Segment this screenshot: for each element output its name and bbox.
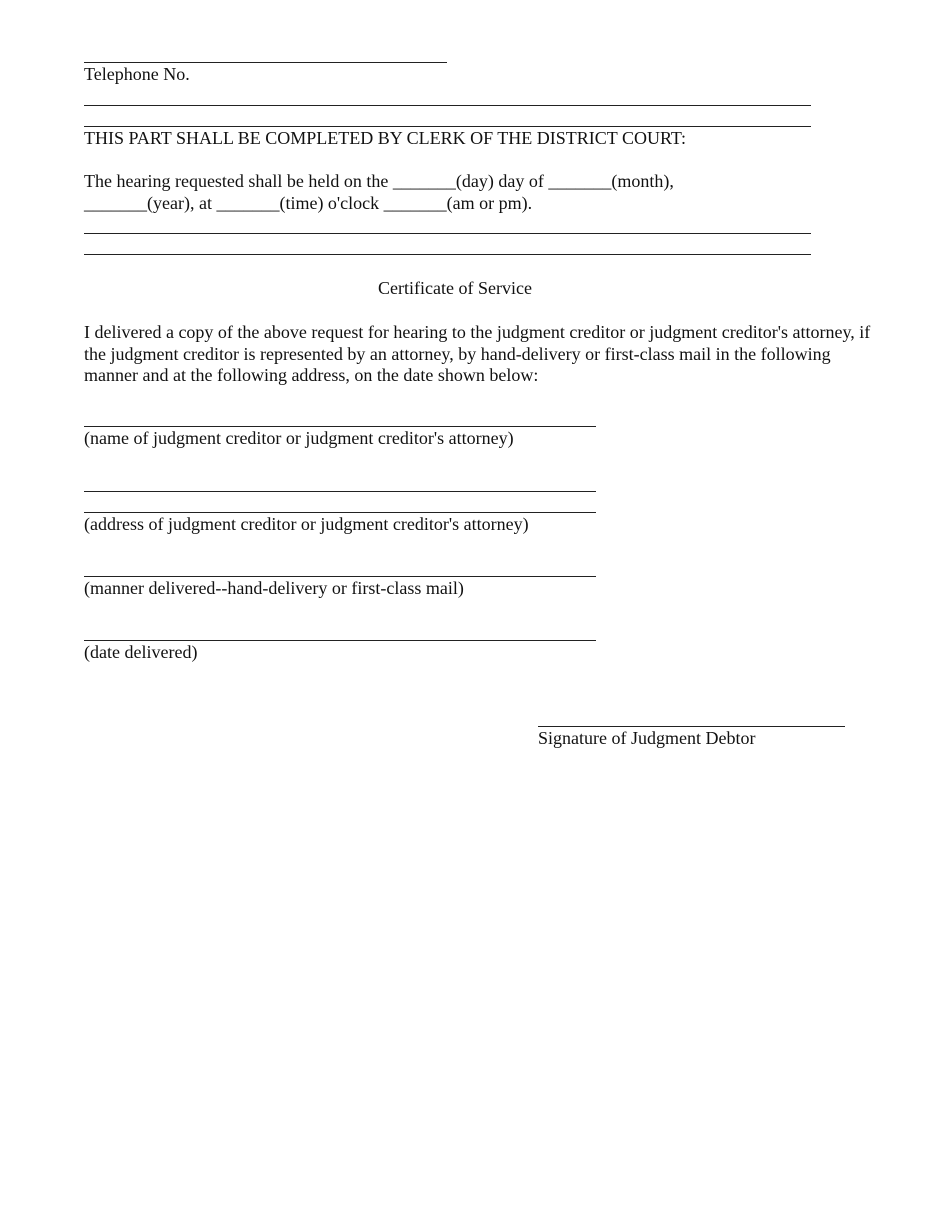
- address-blank-line-1: [84, 491, 596, 492]
- clerk-section-heading: THIS PART SHALL BE COMPLETED BY CLERK OF THE DISTRICT COURT:: [84, 128, 686, 148]
- separator-line: [84, 254, 811, 255]
- name-label: (name of judgment creditor or judgment creditor's attorney): [84, 428, 514, 448]
- address-blank-line-2: [84, 512, 596, 513]
- signature-label: Signature of Judgment Debtor: [538, 728, 756, 748]
- signature-blank-line: [538, 726, 845, 727]
- date-label: (date delivered): [84, 642, 198, 662]
- telephone-label: Telephone No.: [84, 64, 190, 84]
- hearing-date-line-1: The hearing requested shall be held on the _______(day) day of _______(month),: [84, 171, 674, 191]
- certificate-body: I delivered a copy of the above request for hearing to the judgment creditor or judgment creditor's attorney, if the judgment creditor is represented by an attorney, by hand-delivery or first-class mail in the following manner and at the following address, on the date shown below:: [84, 322, 871, 385]
- separator-line: [84, 126, 811, 127]
- hearing-date-line-2: _______(year), at _______(time) o'clock _______(am or pm).: [84, 193, 533, 213]
- address-label: (address of judgment creditor or judgment creditor's attorney): [84, 514, 529, 534]
- name-blank-line: [84, 426, 596, 427]
- manner-label: (manner delivered--hand-delivery or first-class mail): [84, 578, 464, 598]
- date-blank-line: [84, 640, 596, 641]
- telephone-blank-line: [84, 62, 447, 63]
- separator-line: [84, 105, 811, 106]
- separator-line: [84, 233, 811, 234]
- certificate-title: Certificate of Service: [378, 278, 532, 298]
- manner-blank-line: [84, 576, 596, 577]
